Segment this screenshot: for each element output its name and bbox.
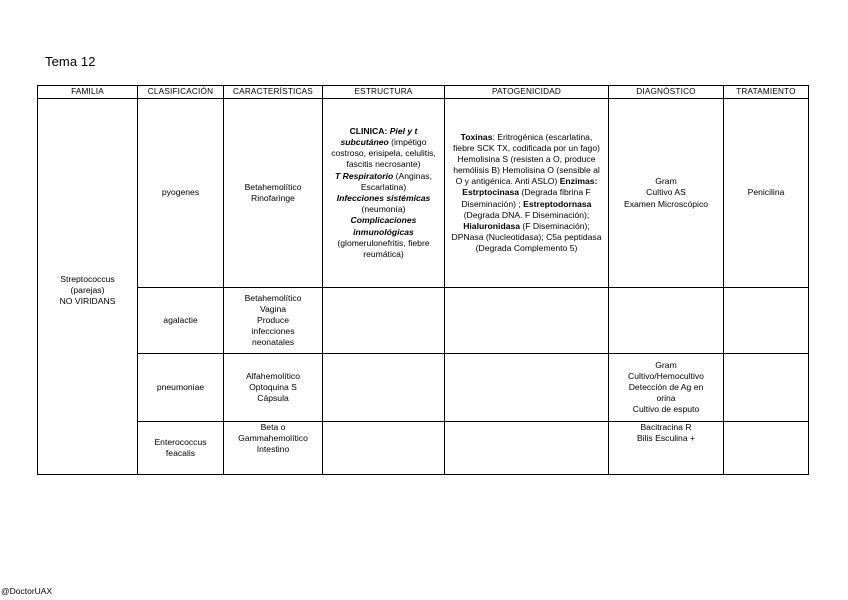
caracteristicas-line: Optoquina S	[249, 381, 297, 392]
clasificacion-cell	[138, 422, 224, 475]
bacteria-table	[37, 85, 809, 475]
patogenicidad-cell	[445, 99, 609, 288]
enzimas-label: Enzimas: Estrptocinasa	[462, 176, 598, 198]
clinica-topic: Piel y t subcutáneo	[340, 125, 418, 148]
patogenicidad-cell	[445, 422, 609, 475]
diagnostico-line: Gram	[655, 359, 677, 370]
clasificacion-cell	[138, 99, 224, 288]
estreptodornasa-label: Estreptodornasa	[523, 198, 592, 209]
clasificacion-line: feacalis	[165, 448, 196, 458]
toxinas-text: : Eritrogénica (escarlatina, fiebre SCK TX, codificada por un fago) Hemolisina S (resisten a O, produce hemólisis B) Hemolisina O (sensible al O y antigénica. Anti ASLO)	[453, 131, 600, 187]
caracteristicas-line: Cápsula	[257, 393, 289, 404]
tratamiento-cell	[724, 288, 809, 354]
hialuronidasa-text: (F Diseminación); DPNasa (Nucleotidasa); C5a peptidasa (Degrada Complemento 5)	[451, 220, 602, 254]
estreptodornasa-text: (Degrada DNA. F Diseminación);	[463, 209, 590, 220]
tratamiento-cell	[724, 354, 809, 422]
complicaciones-topic: Complicaciones inmunológicas	[350, 215, 417, 237]
header-diagnostico: DIAGNÓSTICO	[609, 86, 724, 99]
estructura-cell	[323, 354, 445, 422]
clasificacion-cell	[138, 354, 224, 422]
header-row	[38, 86, 809, 99]
header-estructura: ESTRUCTURA	[323, 86, 445, 99]
diagnostico-cell	[609, 288, 724, 354]
diagnostico-line: orina	[656, 393, 676, 404]
sistemicas-topic: Infecciones sistémicas	[336, 193, 431, 203]
caracteristicas-cell	[224, 422, 323, 475]
clinica-label: CLINICA:	[349, 125, 390, 136]
patogenicidad-cell	[445, 354, 609, 422]
diagnostico-cell	[609, 422, 724, 475]
caracteristicas-line: Rinofaringe	[251, 193, 295, 203]
diagnostico-line: Cultivo/Hemocultivo	[628, 370, 704, 381]
caracteristicas-cell	[224, 288, 323, 354]
tratamiento-cell	[724, 99, 809, 288]
caracteristicas-line: Beta o	[260, 422, 286, 432]
header-patogenicidad: PATOGENICIDAD	[445, 86, 609, 99]
sistemicas-text: (neumonía)	[361, 204, 406, 215]
familia-line: Streptococcus	[60, 273, 115, 284]
familia-cell	[38, 99, 138, 475]
caracteristicas-line: Betahemolítico	[244, 292, 302, 303]
diagnostico-line: Detección de Ag en	[628, 381, 704, 392]
diagnostico-cell	[609, 99, 724, 288]
footer-credit: @DoctorUAX	[1, 586, 53, 596]
enzimas-text: (Degrada fibrina F Diseminación) ;	[461, 187, 591, 209]
patogenicidad-cell	[445, 288, 609, 354]
table-row	[38, 422, 809, 475]
clasificacion-line: Enterococcus	[154, 436, 207, 447]
hialuronidasa-label: Hialuronidasa	[463, 220, 521, 231]
header-familia: FAMILIA	[38, 86, 138, 99]
page-title: Tema 12	[45, 54, 96, 69]
caracteristicas-line: Produce	[256, 314, 289, 325]
clasificacion-cell	[138, 288, 224, 354]
clasificacion-line: pneumoniae	[156, 381, 205, 392]
caracteristicas-line: neonatales	[251, 337, 295, 348]
caracteristicas-line: Intestino	[256, 444, 290, 455]
caracteristicas-cell	[224, 354, 323, 422]
familia-line: (parejas)	[70, 284, 105, 295]
clasificacion-line: agalactie	[163, 314, 198, 325]
header-clasificacion: CLASIFICACIÓN	[138, 86, 224, 99]
respiratorio-topic: T Respiratorio	[335, 170, 394, 181]
diagnostico-line: Bacitracina R	[640, 422, 692, 432]
clasificacion-line: pyogenes	[161, 187, 200, 198]
header-tratamiento: TRATAMIENTO	[724, 86, 809, 99]
caracteristicas-line: Gammahemolítico	[238, 433, 308, 444]
tratamiento-cell	[724, 422, 809, 475]
complicaciones-text: (glomerulonefritis, fiebre reumática)	[337, 237, 430, 259]
diagnostico-cell	[609, 354, 724, 422]
caracteristicas-line: infecciones	[251, 326, 295, 337]
header-caracteristicas: CARACTERÍSTICAS	[224, 86, 323, 99]
diagnostico-line: Cultivo de esputo	[632, 404, 700, 415]
tratamiento-line: Penicilina	[747, 187, 785, 198]
diagnostico-line: Bilis Esculina +	[636, 433, 696, 444]
caracteristicas-line: Alfahemolítico	[246, 370, 300, 381]
caracteristicas-line: Vagina	[259, 303, 287, 314]
respiratorio-text: (Anginas, Escarlatina)	[360, 170, 432, 192]
table-row	[38, 288, 809, 354]
diagnostico-line: Examen Microscópico	[623, 198, 709, 209]
caracteristicas-line: Betahemolítico	[244, 181, 302, 192]
toxinas-label: Toxinas	[460, 131, 493, 142]
estructura-cell	[323, 288, 445, 354]
estructura-cell	[323, 99, 445, 288]
clinica-text: (impétigo costroso, erisipela, celulitis, fascitis necrosante)	[331, 137, 436, 170]
table-row	[38, 354, 809, 422]
estructura-cell	[323, 422, 445, 475]
table-row	[38, 99, 809, 288]
caracteristicas-cell	[224, 99, 323, 288]
diagnostico-line: Gram	[655, 176, 677, 187]
diagnostico-line: Cultivo AS	[646, 187, 686, 198]
familia-line: NO VIRIDANS	[59, 296, 116, 307]
